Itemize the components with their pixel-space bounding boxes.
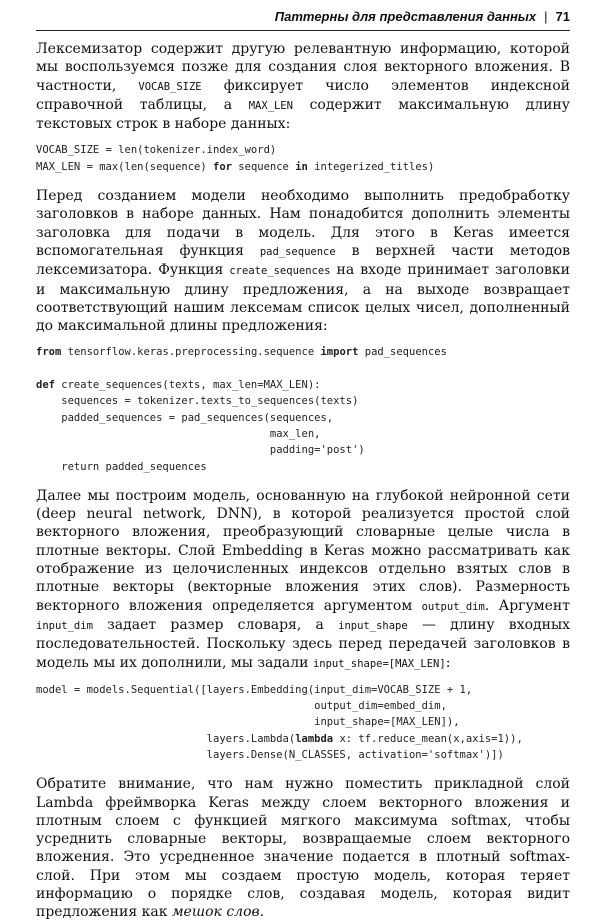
emphasis: мешок слов: [171, 904, 260, 921]
inline-code: input_shape=[MAX_LEN]: [312, 657, 446, 670]
inline-code: VOCAB_SIZE: [138, 80, 202, 93]
header-separator: |: [544, 9, 548, 24]
paragraph-1: Лексемизатор содержит другую релевантную информацию, которой мы воспользуемся позже для создания слоя векторного вложения. В частности, VOCAB_SIZE фиксирует число элементов индексной справочной таблицы, а MAX_LEN содержит максимальную длину текстовых строк в наборе данных:: [36, 41, 570, 133]
paragraph-3: Далее мы построим модель, основанную на глубокой нейронной сети (deep neural network, DNN), в которой реализуется простой слой векторного вложения, преобразующий словарные целые числа в плотные векторы. Слой Embedding в Keras можно рассматривать как отображение из целочисленных индексов отдельно взятых слов в плотные векторы (векторные вложения этих слов). Размерность векторного вложения определяется аргументом output_dim. Аргумент input_dim задает размер словаря, а input_shape — длину входных последовательностей. Поскольку здесь перед передачей заголовков в модель мы их дополнили, мы задали input_shape=[MAX_LEN]:: [36, 487, 571, 671]
inline-code: output_dim: [421, 600, 485, 613]
inline-code: pad_sequence: [259, 245, 336, 258]
code-block-1: VOCAB_SIZE = len(tokenizer.index_word) MAX_LEN = max(len(sequence) for sequence in integerized_titles): [36, 144, 435, 173]
page-number: 71: [555, 9, 570, 24]
paragraph-2: Перед созданием модели необходимо выполнить предобработку заголовков в наборе данных. Нам понадобится дополнить элементы заголовка для подачи в модель. Для этого в Keras имеется вспомогательная функция pad_sequence в верхней части методов лексемизатора. Функция create_sequences на входе принимает заголовки и максимальную длину предложения, а на выходе возвращает соответствующий нашим лексемам список целых чисел, дополненный до максимальной длины предложения:: [36, 188, 571, 335]
inline-code: input_dim: [36, 619, 93, 632]
chapter-title: Паттерны для представления данных: [274, 9, 537, 24]
code-block-3: model = models.Sequential([layers.Embedding(input_dim=VOCAB_SIZE + 1, output_dim=embed_dim, input_shape=[MAX_LEN]), layers.Lambda(lambda x: tf.reduce_mean(x,axis=1)), layers.Dense(N_CLASSES, activation='softmax')]): [36, 683, 523, 761]
paragraph-4: Обратите внимание, что нам нужно поместить прикладной слой Lambda фреймворка Keras между слоем векторного вложения и плотным слоем с функцией мягкого максимума softmax, чтобы усреднить словарные векторы, возвращаемые слоем векторного вложения. Это усредненное значение подается в плотный softmax-слой. При этом мы создаем простую модель, которая теряет информацию о порядке слов, создавая модель, которая видит предложения как мешок слов.: [36, 776, 570, 921]
code-block-2: from tensorflow.keras.preprocessing.sequence import pad_sequences def create_sequences(texts, max_len=MAX_LEN): sequences = tokenizer.texts_to_sequences(texts) padded_sequences = pad_sequences(sequences, max_len, padding='post') return padded_sequences: [36, 346, 447, 473]
inline-code: MAX_LEN: [248, 99, 293, 112]
page-content: [36, 40, 570, 922]
running-header: [36, 6, 570, 31]
inline-code: input_shape: [338, 619, 408, 632]
inline-code: create_sequences: [229, 265, 331, 278]
